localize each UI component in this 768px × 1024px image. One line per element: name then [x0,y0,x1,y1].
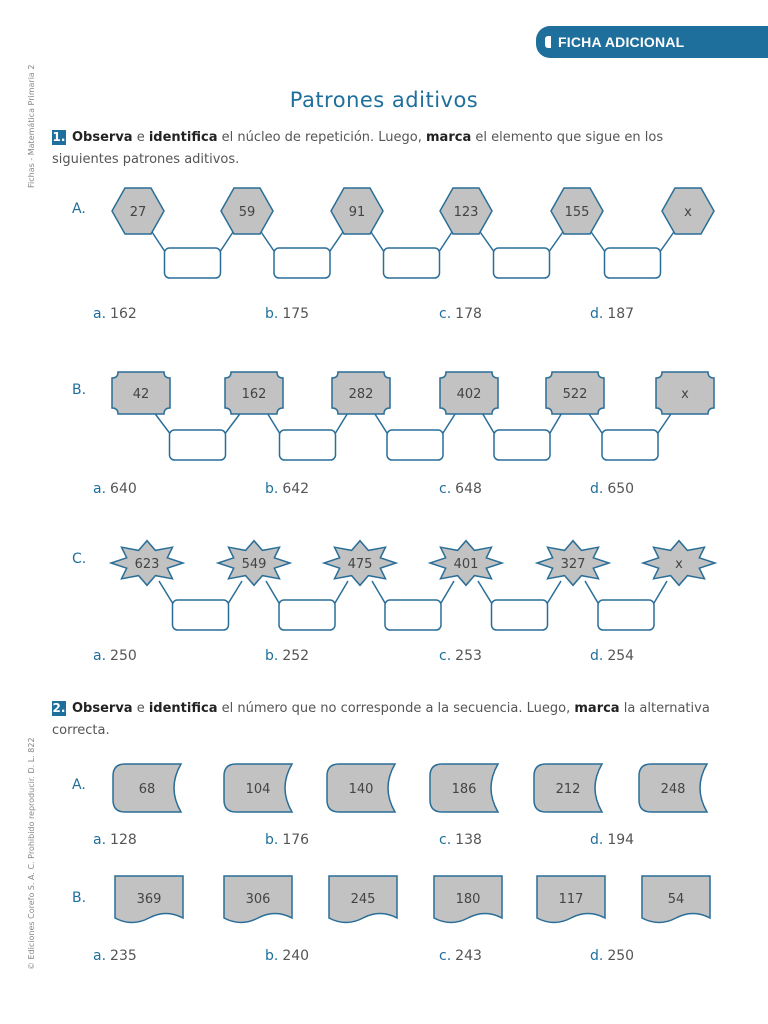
answer-box[interactable] [385,600,441,630]
exercise-number: 2. [52,701,66,715]
pattern-value: 104 [245,782,271,797]
pattern-row-1a [0,180,768,290]
option-d[interactable] [590,648,634,664]
header-tab-label: FICHA ADICIONAL [558,34,685,50]
option-a[interactable] [93,648,137,664]
answer-box[interactable] [165,248,221,278]
option-c[interactable] [439,648,482,664]
option-value: 162 [110,306,137,322]
answer-box[interactable] [384,248,440,278]
option-value: 128 [110,832,137,848]
option-value: 648 [455,481,482,497]
exercise-number: 1. [52,130,66,144]
option-d[interactable] [590,948,634,964]
answer-box[interactable] [280,430,336,460]
option-c[interactable] [439,481,482,497]
pattern-value: 623 [134,557,160,572]
option-value: 650 [607,481,635,497]
pattern-value: 68 [138,782,156,797]
side-series-text: Fichas - Matemática Primaria 2 [27,64,36,188]
option-letter: c. [439,648,452,664]
option-letter: a. [93,832,107,848]
option-value: 243 [455,948,482,964]
options-row-2b [0,948,768,968]
option-letter: c. [439,948,452,964]
answer-box[interactable] [492,600,548,630]
pattern-value: 248 [660,782,686,797]
option-c[interactable] [439,948,482,964]
pattern-value: x [675,557,683,572]
option-letter: b. [265,648,279,664]
option-d[interactable] [590,832,634,848]
option-value: 175 [282,306,310,322]
option-value: 250 [110,648,137,664]
pattern-value: x [684,205,692,220]
option-letter: c. [439,832,452,848]
option-b[interactable] [265,648,309,664]
instruction-verb: marca [574,701,620,716]
option-letter: d. [590,832,604,848]
instruction-text: la alternativa correcta. [52,701,710,738]
option-value: 642 [282,481,310,497]
pattern-value: 212 [555,782,581,797]
pattern-value: 155 [564,205,590,220]
pattern-value: 522 [562,387,588,402]
row-label: C. [72,551,87,567]
instruction-verb: Observa [72,701,133,716]
option-value: 235 [110,948,137,964]
pattern-value: 180 [455,892,481,907]
option-letter: c. [439,306,452,322]
answer-box[interactable] [605,248,661,278]
answer-box[interactable] [387,430,443,460]
option-letter: a. [93,948,107,964]
option-a[interactable] [93,832,137,848]
pattern-value: 162 [241,387,267,402]
option-value: 176 [282,832,310,848]
instruction-text: el núcleo de repetición. Luego, [217,130,427,145]
option-b[interactable] [265,306,309,322]
option-d[interactable] [590,306,634,322]
exercise-2-instruction [52,698,718,742]
pattern-value: 140 [348,782,374,797]
pattern-row-1c [0,532,768,642]
option-letter: d. [590,481,604,497]
pattern-value: x [681,387,689,402]
answer-box[interactable] [494,430,550,460]
pattern-value: 117 [558,892,584,907]
row-label: B. [72,382,87,398]
option-value: 640 [110,481,137,497]
option-a[interactable] [93,481,137,497]
answer-box[interactable] [170,430,226,460]
instruction-verb: marca [426,130,472,145]
option-value: 240 [282,948,310,964]
option-b[interactable] [265,948,309,964]
option-letter: d. [590,306,604,322]
pattern-row-2b [0,874,768,934]
options-row-1b [0,481,768,501]
pattern-value: 402 [456,387,482,402]
page-title: Patrones aditivos [289,88,479,112]
pattern-value: 186 [451,782,477,797]
option-letter: a. [93,481,107,497]
option-letter: b. [265,481,279,497]
option-value: 187 [607,306,635,322]
option-value: 250 [607,948,635,964]
instruction-text: el número que no corresponde a la secuencia. Luego, [217,701,575,716]
pattern-value: 327 [560,557,586,572]
pattern-value: 369 [136,892,162,907]
exercise-1-instruction [52,127,718,171]
answer-box[interactable] [279,600,335,630]
option-value: 252 [282,648,310,664]
pattern-row-1b [0,362,768,472]
row-label: B. [72,890,87,906]
instruction-verb: Observa [72,130,133,145]
option-letter: b. [265,948,279,964]
pattern-value: 59 [238,205,256,220]
option-d[interactable] [590,481,634,497]
answer-box[interactable] [602,430,658,460]
option-value: 178 [455,306,482,322]
option-value: 254 [607,648,635,664]
option-value: 253 [455,648,482,664]
option-letter: c. [439,481,452,497]
instruction-text: e [132,701,149,716]
pattern-value: 306 [245,892,271,907]
pattern-value: 245 [350,892,376,907]
option-value: 138 [455,832,482,848]
row-label: A. [72,777,86,793]
pattern-value: 27 [129,205,147,220]
option-letter: b. [265,832,279,848]
instruction-text: el elemento que sigue en los siguientes patrones aditivos. [52,130,664,167]
option-a[interactable] [93,948,137,964]
pattern-value: 282 [348,387,374,402]
answer-box[interactable] [494,248,550,278]
options-row-1c [0,648,768,668]
instruction-verb: identifica [148,130,218,145]
answer-box[interactable] [598,600,654,630]
side-copyright-text: © Ediciones Corefo S. A. C. Prohibido reproducir. D. L. 822 [27,737,36,970]
option-letter: d. [590,948,604,964]
option-letter: b. [265,306,279,322]
instruction-verb: identifica [148,701,218,716]
answer-box[interactable] [173,600,229,630]
pattern-value: 42 [132,387,150,402]
pattern-value: 401 [453,557,479,572]
pattern-value: 549 [241,557,267,572]
tab-marker [545,36,551,48]
options-row-1a [0,306,768,326]
option-value: 194 [607,832,635,848]
option-b[interactable] [265,832,309,848]
pattern-value: 475 [347,557,373,572]
option-letter: a. [93,648,107,664]
options-row-2a [0,832,768,852]
option-letter: a. [93,306,107,322]
pattern-value: 91 [348,205,366,220]
option-letter: d. [590,648,604,664]
option-c[interactable] [439,306,482,322]
instruction-text: e [132,130,149,145]
answer-box[interactable] [274,248,330,278]
row-label: A. [72,201,86,217]
option-c[interactable] [439,832,482,848]
option-b[interactable] [265,481,309,497]
pattern-row-2a [0,760,768,820]
pattern-value: 54 [667,892,685,907]
option-a[interactable] [93,306,137,322]
header-tab [536,26,768,58]
pattern-value: 123 [453,205,479,220]
